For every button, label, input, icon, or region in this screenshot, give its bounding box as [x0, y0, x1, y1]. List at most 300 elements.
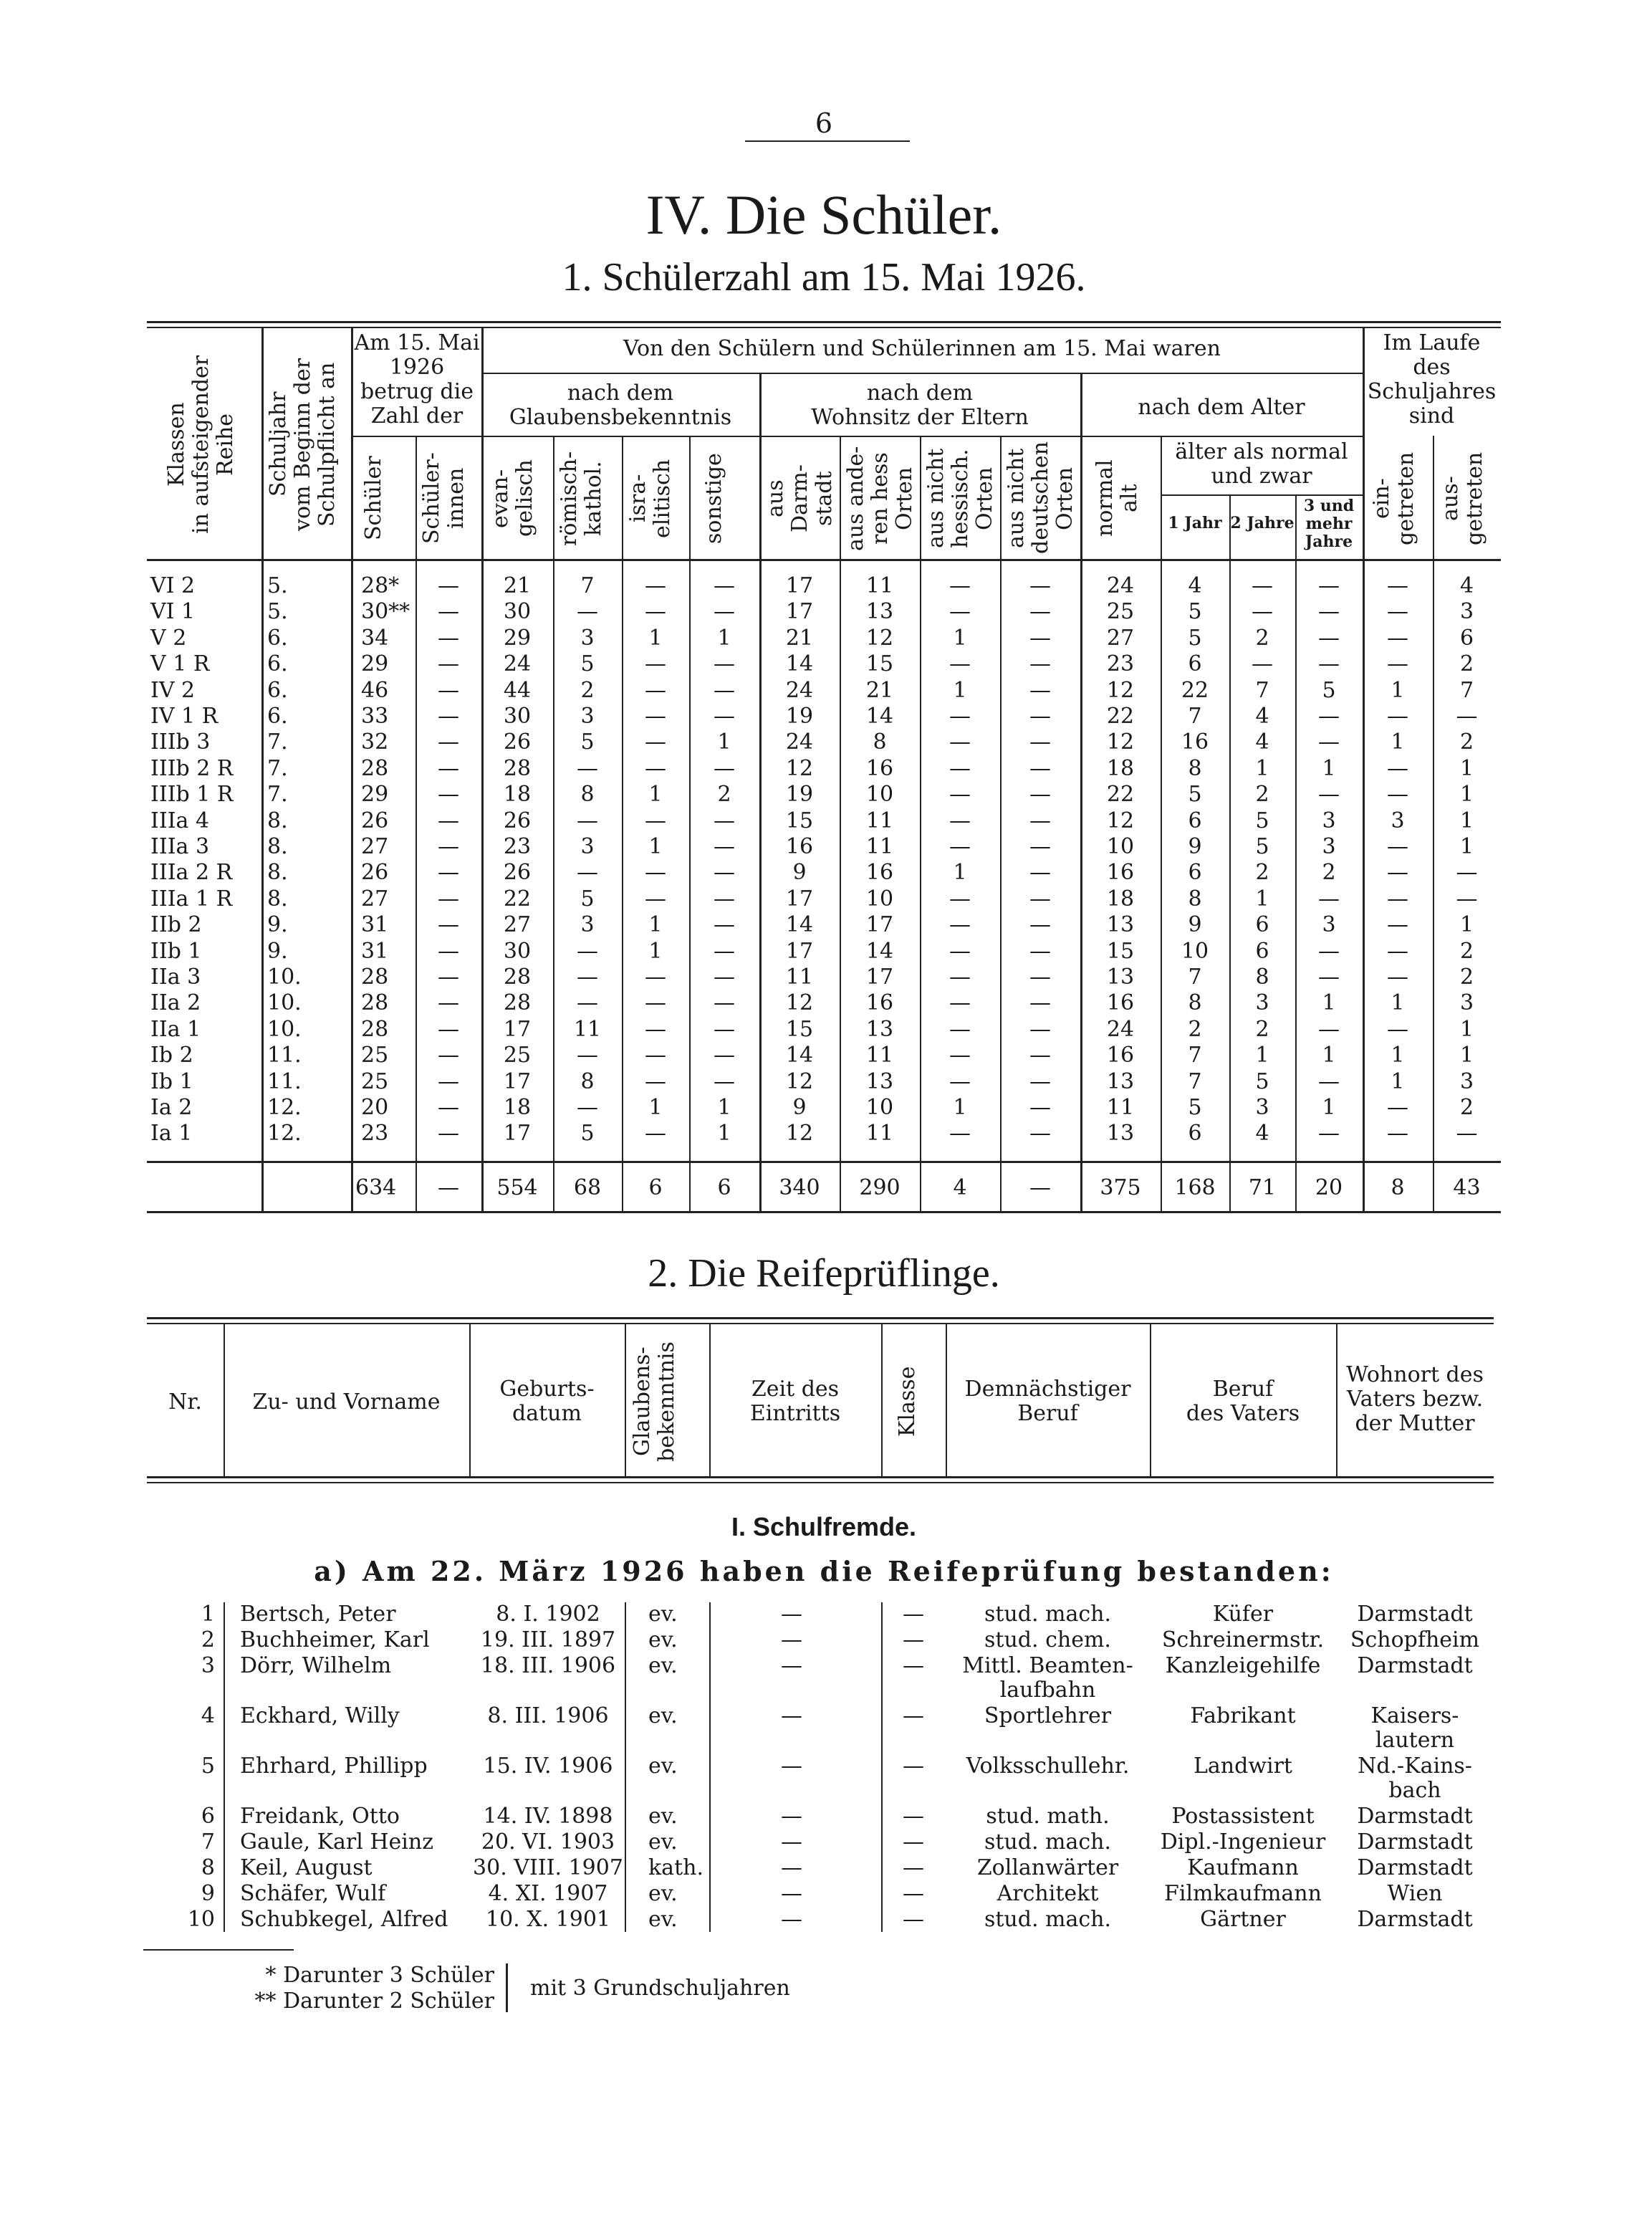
- cell-aelter-3: —: [1318, 938, 1340, 964]
- cell-nicht-hess: —: [949, 755, 971, 781]
- cell-sonstige: —: [714, 886, 735, 912]
- grad-zeit: —: [781, 1907, 802, 1932]
- cell-evangelisch: 21: [503, 573, 532, 598]
- cell-sonstige: 2: [717, 782, 731, 808]
- grad-vater: [1150, 1602, 1336, 1627]
- table-row: [0, 599, 1652, 625]
- grad-date: 10. X. 1901: [485, 1907, 611, 1932]
- grad-nr: 8: [201, 1855, 215, 1880]
- cell-nicht-deutsch: —: [1029, 573, 1051, 598]
- cell-hess-orten: 11: [865, 1121, 894, 1147]
- cell-aelter-2: 4: [1255, 729, 1269, 755]
- table1-totals-top-rule: [147, 1161, 1501, 1163]
- grad-beruf-line: stud. mach.: [984, 1829, 1112, 1855]
- cell-israelitisch: —: [645, 965, 666, 990]
- header-evangelisch: evan- gelisch: [488, 459, 537, 537]
- grad-beruf-line: laufbahn: [999, 1678, 1096, 1703]
- cell-schuljahr: 6.: [267, 651, 288, 677]
- grad-wohnort: [1336, 1856, 1494, 1880]
- grad-zeit: —: [781, 1804, 802, 1829]
- footnote-2: ** Darunter 2 Schüler: [254, 1989, 494, 2014]
- cell-eingetreten: —: [1387, 965, 1408, 990]
- table-row: [0, 1017, 1652, 1043]
- cell-normal: 13: [1106, 912, 1135, 938]
- cell-aelter-3: 2: [1322, 860, 1336, 886]
- grad-name: Keil, August: [240, 1855, 373, 1880]
- cell-schueler: 28*: [361, 573, 400, 598]
- cell-nicht-hess: —: [949, 912, 971, 938]
- t2-header-vater: Beruf des Vaters: [1186, 1377, 1300, 1426]
- grad-vater-line: Kaufmann: [1187, 1855, 1299, 1880]
- cell-nicht-deutsch: —: [1029, 1095, 1051, 1120]
- grad-wohnort: [1336, 1908, 1494, 1932]
- grad-wohnort: [1336, 1754, 1494, 1803]
- aelter-rule: [1161, 494, 1363, 496]
- grad-name: Freidank, Otto: [240, 1804, 400, 1829]
- cell-schueler: 46: [361, 677, 389, 703]
- cell-schueler: 25: [361, 1068, 389, 1094]
- cell-schuljahr: 8.: [267, 808, 288, 833]
- table-row: [0, 939, 1652, 965]
- grad-beruf-line: stud. math.: [986, 1804, 1110, 1829]
- cell-nicht-hess: 1: [953, 625, 967, 651]
- grad-rel: ev.: [648, 1627, 678, 1652]
- grad-date: 30. VIII. 1907: [473, 1855, 623, 1880]
- cell-hess-orten: 16: [865, 860, 894, 886]
- total-katholisch: 68: [573, 1175, 602, 1200]
- cell-israelitisch: —: [645, 729, 666, 755]
- cell-nicht-deutsch: —: [1029, 808, 1051, 833]
- grad-name: Bertsch, Peter: [240, 1602, 396, 1627]
- total-aelter-3: 20: [1315, 1175, 1343, 1200]
- grad-beruf: [946, 1704, 1150, 1728]
- cell-ausgetreten: 4: [1459, 573, 1474, 598]
- grad-beruf-line: Volksschullehr.: [966, 1753, 1130, 1779]
- cell-ausgetreten: 1: [1459, 782, 1474, 808]
- cell-aelter-3: 5: [1322, 677, 1336, 703]
- header-aelter: älter als normal und zwar: [1175, 439, 1348, 489]
- cell-schuelerinnen: —: [438, 834, 459, 859]
- grad-beruf: [946, 1856, 1150, 1880]
- header-nicht-hess: aus nicht hessisch. Orten: [923, 448, 997, 549]
- grad-wohnort: [1336, 1602, 1494, 1627]
- cell-israelitisch: —: [645, 704, 666, 729]
- header-hess-orten: aus ande- ren hess Orten: [843, 446, 917, 551]
- header-jahre2: 2 Jahre: [1230, 514, 1295, 532]
- cell-nicht-hess: 1: [953, 677, 967, 703]
- grad-nr: 4: [201, 1703, 215, 1728]
- cell-schueler: 30**: [361, 599, 410, 625]
- cell-sonstige: —: [714, 1068, 735, 1094]
- grad-nr: 2: [201, 1627, 215, 1652]
- cell-klasse: Ia 2: [150, 1095, 193, 1120]
- grad-wohnort: [1336, 1804, 1494, 1829]
- cell-hess-orten: 17: [865, 912, 894, 938]
- cell-nicht-deutsch: —: [1029, 1121, 1051, 1147]
- cell-schuljahr: 7.: [267, 782, 288, 808]
- cell-evangelisch: 18: [503, 1095, 532, 1120]
- grad-zeit: —: [781, 1753, 802, 1779]
- cell-darmstadt: 14: [785, 651, 814, 677]
- grad-nr: 5: [201, 1753, 215, 1779]
- cell-aelter-3: 1: [1322, 1043, 1336, 1068]
- cell-normal: 15: [1106, 938, 1135, 964]
- cell-aelter-3: —: [1318, 965, 1340, 990]
- grad-vater: [1150, 1628, 1336, 1652]
- cell-aelter-1: 6: [1188, 860, 1202, 886]
- cell-katholisch: —: [577, 1095, 598, 1120]
- footnote-brace: [506, 1963, 508, 2012]
- total-sonstige: 6: [717, 1175, 731, 1200]
- grad-beruf-line: Sportlehrer: [984, 1703, 1112, 1728]
- cell-nicht-deutsch: —: [1029, 729, 1051, 755]
- cell-normal: 25: [1106, 599, 1135, 625]
- grad-beruf-line: stud. mach.: [984, 1602, 1112, 1627]
- cell-aelter-2: 5: [1255, 834, 1269, 859]
- cell-schuljahr: 10.: [267, 965, 302, 990]
- grad-zeit: —: [781, 1703, 802, 1728]
- grad-name: Ehrhard, Phillipp: [240, 1753, 428, 1779]
- table-row: [0, 626, 1652, 651]
- table-row: [0, 965, 1652, 990]
- header-jahre3: 3 und mehr Jahre: [1303, 497, 1355, 551]
- cell-darmstadt: 24: [785, 677, 814, 703]
- grad-beruf: [946, 1754, 1150, 1779]
- grad-klasse: —: [903, 1881, 924, 1906]
- grad-beruf: [946, 1830, 1150, 1855]
- t2-body-vrule-2: [625, 1602, 626, 1932]
- cell-schuljahr: 5.: [267, 599, 288, 625]
- cell-schueler: 26: [361, 808, 389, 833]
- grad-vater: [1150, 1804, 1336, 1829]
- grad-wohnort-line: Kaisers-: [1370, 1703, 1459, 1728]
- grad-klasse: —: [903, 1855, 924, 1880]
- cell-katholisch: 3: [580, 912, 595, 938]
- footnote-brace-text: mit 3 Grundschuljahren: [530, 1976, 790, 2001]
- table-row: [0, 1043, 1652, 1068]
- t2-header-wohnort: Wohnort des Vaters bezw. der Mutter: [1346, 1362, 1484, 1436]
- t2-body-vrule-3: [709, 1602, 711, 1932]
- cell-hess-orten: 13: [865, 1016, 894, 1042]
- cell-klasse: IIIa 2 R: [150, 860, 233, 886]
- total-schueler: 634: [355, 1175, 397, 1200]
- cell-eingetreten: 1: [1391, 1068, 1405, 1094]
- cell-schuljahr: 12.: [267, 1121, 302, 1147]
- cell-normal: 18: [1106, 886, 1135, 912]
- cell-ausgetreten: —: [1456, 704, 1478, 729]
- cell-ausgetreten: 3: [1459, 599, 1474, 625]
- grad-vater-line: Kanzleigehilfe: [1165, 1653, 1321, 1678]
- grad-beruf: [946, 1628, 1150, 1652]
- table-row: [0, 860, 1652, 886]
- cell-darmstadt: 14: [785, 912, 814, 938]
- cell-sonstige: 1: [717, 729, 731, 755]
- t2-header-glaubens: Glaubens- bekenntnis: [630, 1341, 679, 1462]
- cell-israelitisch: —: [645, 1016, 666, 1042]
- footnote-1: * Darunter 3 Schüler: [265, 1963, 494, 1988]
- cell-hess-orten: 14: [865, 938, 894, 964]
- cell-normal: 12: [1106, 808, 1135, 833]
- grad-name: Eckhard, Willy: [240, 1703, 400, 1728]
- table-row: [0, 912, 1652, 938]
- cell-evangelisch: 26: [503, 808, 532, 833]
- table-row: [0, 678, 1652, 704]
- cell-schueler: 34: [361, 625, 389, 651]
- grad-vater: [1150, 1856, 1336, 1880]
- footnote-rule: [143, 1949, 294, 1951]
- cell-schuelerinnen: —: [438, 990, 459, 1016]
- grad-wohnort-line: Darmstadt: [1357, 1907, 1473, 1932]
- cell-ausgetreten: 2: [1459, 938, 1474, 964]
- cell-schuelerinnen: —: [438, 1043, 459, 1068]
- grad-wohnort: [1336, 1704, 1494, 1753]
- cell-hess-orten: 21: [865, 677, 894, 703]
- total-hess-orten: 290: [859, 1175, 901, 1200]
- grad-wohnort-line: lautern: [1375, 1728, 1455, 1753]
- cell-schuljahr: 10.: [267, 990, 302, 1016]
- cell-klasse: IIIa 4: [150, 808, 210, 833]
- grad-date: 4. XI. 1907: [488, 1881, 608, 1906]
- cell-nicht-deutsch: —: [1029, 834, 1051, 859]
- cell-schuljahr: 6.: [267, 704, 288, 729]
- cell-schuelerinnen: —: [438, 755, 459, 781]
- cell-israelitisch: 1: [648, 1095, 663, 1120]
- grad-beruf: [946, 1882, 1150, 1906]
- cell-sonstige: —: [714, 599, 735, 625]
- total-evangelisch: 554: [496, 1175, 538, 1200]
- cell-nicht-deutsch: —: [1029, 782, 1051, 808]
- table-row: [0, 1121, 1652, 1147]
- grad-beruf: [946, 1602, 1150, 1627]
- grad-klasse: —: [903, 1627, 924, 1652]
- cell-klasse: IV 2: [150, 677, 196, 703]
- cell-nicht-hess: —: [949, 965, 971, 990]
- cell-israelitisch: 1: [648, 782, 663, 808]
- cell-schueler: 28: [361, 1016, 389, 1042]
- grad-zeit: —: [781, 1829, 802, 1855]
- cell-schueler: 28: [361, 755, 389, 781]
- grad-nr: 3: [201, 1653, 215, 1678]
- cell-katholisch: 11: [573, 1016, 602, 1042]
- cell-katholisch: 3: [580, 625, 595, 651]
- cell-israelitisch: —: [645, 1121, 666, 1147]
- table2-top-rule-2: [147, 1323, 1494, 1324]
- cell-evangelisch: 30: [503, 938, 532, 964]
- grad-vater: [1150, 1654, 1336, 1678]
- cell-katholisch: 8: [580, 782, 595, 808]
- cell-evangelisch: 22: [503, 886, 532, 912]
- cell-katholisch: 5: [580, 729, 595, 755]
- cell-aelter-1: 8: [1188, 755, 1202, 781]
- cell-evangelisch: 17: [503, 1016, 532, 1042]
- subsection-title: I. Schulfremde.: [731, 1512, 917, 1541]
- grad-zeit: —: [781, 1653, 802, 1678]
- cell-israelitisch: —: [645, 651, 666, 677]
- cell-klasse: IIIb 3: [150, 729, 211, 755]
- cell-schuelerinnen: —: [438, 1095, 459, 1120]
- table1-totals-bottom-rule: [147, 1211, 1501, 1213]
- cell-hess-orten: 11: [865, 808, 894, 833]
- cell-klasse: IIIa 1 R: [150, 886, 233, 912]
- cell-nicht-deutsch: —: [1029, 886, 1051, 912]
- page-number-rule: [745, 140, 910, 142]
- cell-aelter-2: —: [1252, 651, 1273, 677]
- grad-klasse: —: [903, 1753, 924, 1779]
- cell-nicht-deutsch: —: [1029, 1016, 1051, 1042]
- total-nicht-hess: 4: [953, 1175, 967, 1200]
- cell-normal: 16: [1106, 1043, 1135, 1068]
- grad-wohnort: [1336, 1882, 1494, 1906]
- header-schueler: Schüler: [361, 456, 386, 541]
- cell-ausgetreten: 1: [1459, 1016, 1474, 1042]
- grad-beruf-line: stud. mach.: [984, 1907, 1112, 1932]
- table-row: [0, 651, 1652, 677]
- cell-aelter-3: —: [1318, 782, 1340, 808]
- cell-hess-orten: 11: [865, 573, 894, 598]
- cell-aelter-3: 1: [1322, 755, 1336, 781]
- grad-wohnort-line: Wien: [1387, 1881, 1443, 1906]
- cell-aelter-3: —: [1318, 573, 1340, 598]
- cell-aelter-1: 5: [1188, 599, 1202, 625]
- cell-evangelisch: 17: [503, 1068, 532, 1094]
- cell-darmstadt: 21: [785, 625, 814, 651]
- cell-ausgetreten: 1: [1459, 808, 1474, 833]
- grad-vater: [1150, 1830, 1336, 1855]
- cell-ausgetreten: 2: [1459, 965, 1474, 990]
- section2-title: 2. Die Reifeprüflinge.: [648, 1251, 1000, 1296]
- cell-schueler: 28: [361, 965, 389, 990]
- grad-date: 8. III. 1906: [487, 1703, 609, 1728]
- cell-aelter-2: 5: [1255, 1068, 1269, 1094]
- cell-hess-orten: 16: [865, 990, 894, 1016]
- grad-wohnort-line: bach: [1388, 1778, 1441, 1803]
- cell-darmstadt: 19: [785, 704, 814, 729]
- cell-schuljahr: 11.: [267, 1068, 302, 1094]
- grad-vater: [1150, 1754, 1336, 1779]
- cell-darmstadt: 12: [785, 755, 814, 781]
- cell-klasse: Ib 1: [150, 1068, 193, 1094]
- cell-darmstadt: 17: [785, 573, 814, 598]
- cell-aelter-3: —: [1318, 1121, 1340, 1147]
- cell-nicht-hess: —: [949, 1016, 971, 1042]
- cell-sonstige: —: [714, 704, 735, 729]
- grad-beruf-line: Mittl. Beamten-: [962, 1653, 1133, 1678]
- grad-wohnort-line: Schopfheim: [1350, 1627, 1480, 1652]
- cell-nicht-deutsch: —: [1029, 990, 1051, 1016]
- cell-evangelisch: 28: [503, 755, 532, 781]
- cell-aelter-1: 5: [1188, 625, 1202, 651]
- cell-schuljahr: 10.: [267, 1016, 302, 1042]
- t2-vrule-3: [625, 1323, 626, 1476]
- grad-vater-line: Schreinermstr.: [1161, 1627, 1325, 1652]
- grad-name: Gaule, Karl Heinz: [240, 1829, 433, 1855]
- cell-schueler: 29: [361, 651, 389, 677]
- grad-wohnort: [1336, 1654, 1494, 1678]
- cell-evangelisch: 17: [503, 1121, 532, 1147]
- cell-aelter-1: 22: [1181, 677, 1209, 703]
- grad-vater-line: Küfer: [1212, 1602, 1274, 1627]
- cell-darmstadt: 17: [785, 938, 814, 964]
- header-ausgetreten: aus- getreten: [1438, 451, 1487, 545]
- von-den-rule: [481, 373, 1363, 374]
- cell-schuljahr: 6.: [267, 677, 288, 703]
- cell-sonstige: —: [714, 912, 735, 938]
- cell-aelter-2: —: [1252, 573, 1273, 598]
- table-row: [0, 756, 1652, 782]
- cell-aelter-2: 4: [1255, 704, 1269, 729]
- cell-eingetreten: —: [1387, 1121, 1408, 1147]
- cell-schuelerinnen: —: [438, 599, 459, 625]
- cell-schuelerinnen: —: [438, 965, 459, 990]
- cell-israelitisch: —: [645, 886, 666, 912]
- cell-normal: 22: [1106, 782, 1135, 808]
- cell-aelter-3: —: [1318, 729, 1340, 755]
- cell-hess-orten: 17: [865, 965, 894, 990]
- cell-aelter-1: 8: [1188, 990, 1202, 1016]
- cell-aelter-3: —: [1318, 651, 1340, 677]
- grad-rel: ev.: [648, 1703, 678, 1728]
- grad-rel: ev.: [648, 1753, 678, 1779]
- cell-klasse: IV 1 R: [150, 704, 218, 729]
- cell-nicht-hess: —: [949, 599, 971, 625]
- header-glaubens: nach dem Glaubensbekenntnis: [509, 381, 732, 430]
- cell-evangelisch: 18: [503, 782, 532, 808]
- cell-schuljahr: 8.: [267, 886, 288, 912]
- cell-eingetreten: 1: [1391, 677, 1405, 703]
- cell-nicht-hess: —: [949, 729, 971, 755]
- cell-nicht-deutsch: —: [1029, 1068, 1051, 1094]
- grad-klasse: —: [903, 1907, 924, 1932]
- cell-klasse: IIIb 1 R: [150, 782, 234, 808]
- cell-schuljahr: 9.: [267, 938, 288, 964]
- cell-schuljahr: 9.: [267, 912, 288, 938]
- cell-aelter-2: 3: [1255, 990, 1269, 1016]
- grad-zeit: —: [781, 1602, 802, 1627]
- t2-header-klasse: Klasse: [895, 1366, 920, 1437]
- table-row: [0, 990, 1652, 1016]
- cell-eingetreten: —: [1387, 704, 1408, 729]
- header-alter: nach dem Alter: [1138, 395, 1305, 420]
- cell-schueler: 23: [361, 1121, 389, 1147]
- cell-ausgetreten: 2: [1459, 651, 1474, 677]
- header-eingetreten: ein- getreten: [1369, 451, 1418, 545]
- cell-aelter-1: 9: [1188, 912, 1202, 938]
- cell-schuljahr: 8.: [267, 860, 288, 886]
- total-normal: 375: [1100, 1175, 1141, 1200]
- header-darmstadt: aus Darm- stadt: [763, 464, 837, 532]
- cell-nicht-hess: —: [949, 990, 971, 1016]
- grad-name: Schäfer, Wulf: [240, 1881, 386, 1906]
- grad-vater-line: Gärtner: [1200, 1907, 1286, 1932]
- cell-ausgetreten: —: [1456, 1121, 1478, 1147]
- cell-nicht-deutsch: —: [1029, 755, 1051, 781]
- cell-israelitisch: —: [645, 808, 666, 833]
- cell-aelter-2: 1: [1255, 755, 1269, 781]
- header-sub-rule: [351, 436, 1363, 437]
- grad-zeit: —: [781, 1881, 802, 1906]
- cell-aelter-2: 6: [1255, 938, 1269, 964]
- cell-darmstadt: 15: [785, 1016, 814, 1042]
- cell-aelter-2: 1: [1255, 886, 1269, 912]
- cell-schueler: 31: [361, 912, 389, 938]
- cell-hess-orten: 13: [865, 1068, 894, 1094]
- table-row: [0, 886, 1652, 912]
- total-schuelerinnen: —: [438, 1175, 459, 1200]
- cell-evangelisch: 29: [503, 625, 532, 651]
- grad-zeit: —: [781, 1627, 802, 1652]
- cell-schueler: 25: [361, 1043, 389, 1068]
- cell-aelter-2: 3: [1255, 1095, 1269, 1120]
